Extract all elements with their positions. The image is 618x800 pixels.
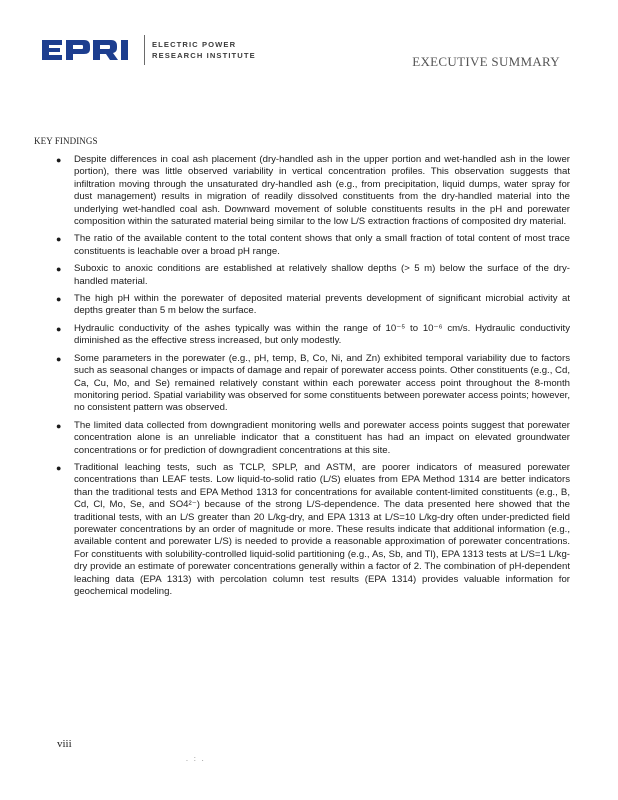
epri-letters-graphic [40,38,138,62]
epri-logo-mark [40,38,138,62]
logo-divider [144,35,145,65]
bullet-icon: ● [56,234,62,245]
finding-text: Some parameters in the porewater (e.g., pH, temp, B, Co, Ni, and Zn) exhibited temporal variability due to factors such as seasonal changes or impacts of damage and repair of porewater access points. Other constituents (e.g., Cd, Ca, Cu, Mo, and Se) remained relatively constant within each porewater access point throughout the 8-month monitoring period. Spatial variability was observed for some constituents between porewater access points; however, no consistent pattern was observed. [74,352,570,414]
list-item [56,420,570,457]
list-item [56,353,570,415]
key-findings-list [56,154,570,603]
finding-text: Suboxic to anoxic conditions are established at relatively shallow depths (> 5 m) below the surface of the dry-handled material. [74,263,570,287]
logo-line-1: ELECTRIC POWER [152,40,237,49]
list-item [56,462,570,598]
bullet-icon: ● [56,264,62,275]
list-item [56,263,570,288]
finding-text: The ratio of the available content to the total content shows that only a small fraction of total content of most trace constituents is leachable over a broad pH range. [74,233,570,257]
list-item [56,233,570,258]
finding-text: The limited data collected from downgradient monitoring wells and porewater access points suggest that porewater concentration alone is an unreliable indicator that a constituent has had an impact on elevated groundwater concentrations or for prediction of downgradient concentrations at this site. [74,419,570,456]
bullet-icon: ● [56,462,62,473]
key-findings-heading: KEY FINDINGS [34,136,98,146]
logo-wordmark [152,39,256,61]
bullet-icon: ● [56,323,62,334]
bullet-icon: ● [56,155,62,165]
section-title: EXECUTIVE SUMMARY [412,54,560,69]
list-item [56,154,570,228]
list-item [56,323,570,348]
finding-text: Traditional leaching tests, such as TCLP, SPLP, and ASTM, are poorer indicators of measured porewater concentrations than LEAF tests. Low liquid-to-solid ratio (L/S) eluates from EPA Method 1314 are better indicators than the traditional tests and EPA Method 1313 for concentrations for available content-limited constituents (e.g., B, Cd, Cl, Mo, Se, and SO4²⁻) because of the strong L/S-dependence. The data presented here showed that the traditional tests, with an L/S greater than 20 L/kg-dry, and EPA 1313 at L/S=10 L/kg-dry often under-predicted field porewater concentrations by an order of magnitude or more. These results indicate that additional information (e.g., available content and porewater L/S) is needed to provide a reasonable approximation of porewater concentrations. For constituents with solubility-controlled liquid-solid partitioning (e.g., As, Sb, and Tl), EPA 1313 tests at L/S=1 L/kg-dry provide an estimate of porewater concentrations generally within a factor of 2. The combination of pH-dependent leaching data (EPA 1313) with percolation column test results (EPA 1314) provides valuable information for geochemical modeling. [74,461,570,597]
finding-text: Despite differences in coal ash placement (dry-handled ash in the upper portion and wet-handled ash in the lower portion), there was little observed variability in vertical concentration profiles. This observation suggests that infiltration moving through the unsaturated dry-handled ash (e.g., from precipitation, liquid dumps, water spray for dust management) results in migration of readily dissolved constituents from the dry-handled material into the underlying wet-handled coal ash. Downward movement of soluble constituents results in the pH and porewater composition within the saturated material being similar to the low L/S extraction fractions of composited dry material. [74,154,570,228]
epri-logo [40,33,256,67]
bullet-icon: ● [56,420,62,431]
bullet-icon: ● [56,294,62,305]
finding-text: The high pH within the porewater of deposited material prevents development of significant microbial activity at depths greater than 5 m below the surface. [74,293,570,317]
footer-marks: . : . [186,756,206,763]
logo-line-2: RESEARCH INSTITUTE [152,51,256,60]
list-item [56,293,570,318]
page-number: viii [57,738,72,750]
bullet-icon: ● [56,353,62,364]
finding-text: Hydraulic conductivity of the ashes typically was within the range of 10⁻⁵ to 10⁻⁶ cm/s. Hydraulic conductivity diminished as the effective stress increased, but only modestly. [74,322,570,347]
